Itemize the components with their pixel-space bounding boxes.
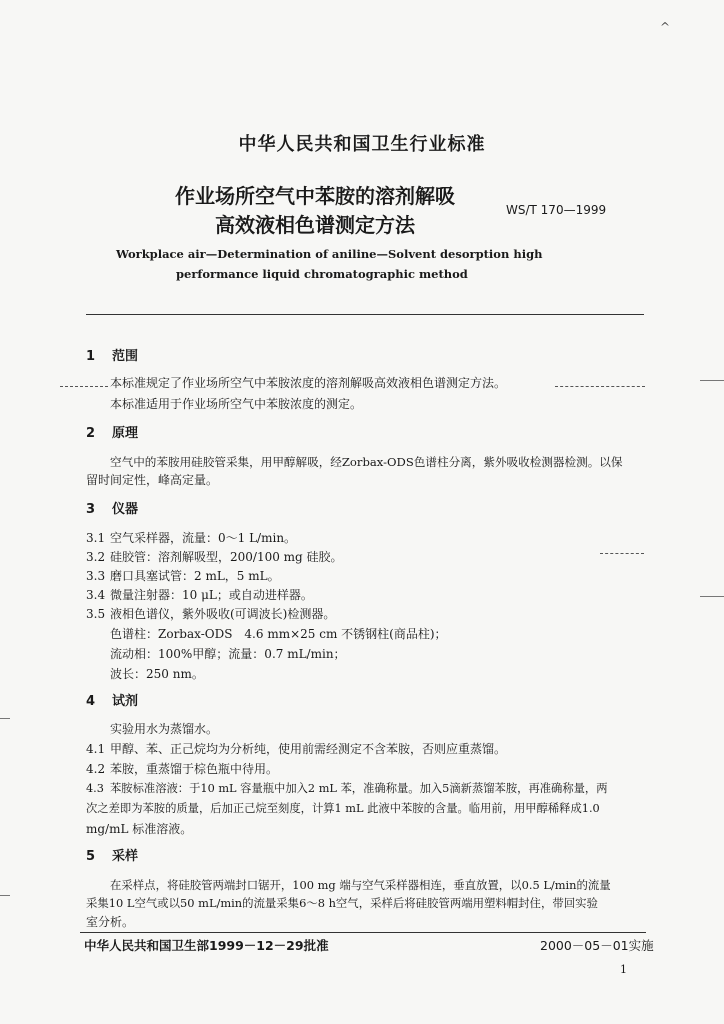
paragraph: 采集10 L空气或以50 mL/min的流量采集6～8 h空气，采样后将硅胶管两端用塑料帽封住，带回实验 <box>86 896 598 910</box>
margin-mark <box>0 895 10 896</box>
organization-heading: 中华人民共和国卫生行业标准 <box>238 134 486 155</box>
list-item: 4.2 苯胺，重蒸馏于棕色瓶中待用。 <box>86 762 279 776</box>
section-number: 2 <box>86 426 96 441</box>
sub-item: 流动相：100%甲醇；流量：0.7 mL/min； <box>110 647 346 661</box>
paragraph: 实验用水为蒸馏水。 <box>110 722 219 736</box>
paragraph: 次之差即为苯胺的质量，后加正己烷至刻度，计算1 mL 此液中苯胺的含量。临用前，用甲醇稀释成1.0 <box>86 802 600 815</box>
list-item: 4.3 苯胺标准溶液：于10 mL 容量瓶中加入2 mL 苯，准确称量。加入5滴新蒸馏苯胺，再准确称量，两 <box>86 782 608 795</box>
paragraph: 在采样点，将硅胶管两端封口锯开，100 mg 端与空气采样器相连，垂直放置，以0.5 L/min的流量 <box>110 878 611 892</box>
english-title-line-1: Workplace air—Determination of aniline—Solvent desorption high <box>116 247 543 261</box>
english-title-line-2: performance liquid chromatographic method <box>176 267 468 281</box>
paragraph: mg/mL 标准溶液。 <box>86 822 193 836</box>
list-item: 3.3 磨口具塞试管：2 mL，5 mL。 <box>86 569 280 583</box>
title-line-2: 高效液相色谱测定方法 <box>215 213 415 237</box>
scan-dash <box>600 553 644 554</box>
paragraph: 本标准规定了作业场所空气中苯胺浓度的溶剂解吸高效液相色谱测定方法。 <box>110 376 507 390</box>
section-title: 仪器 <box>112 502 139 517</box>
section-heading <box>86 845 138 864</box>
section-title: 试剂 <box>112 694 139 709</box>
section-heading <box>86 422 138 441</box>
paragraph: 本标准适用于作业场所空气中苯胺浓度的测定。 <box>110 397 363 411</box>
implementation-line: 2000－05－01实施 <box>540 938 654 953</box>
corner-mark: ^ <box>660 20 671 34</box>
page-number: 1 <box>620 963 627 976</box>
approval-line: 中华人民共和国卫生部1999－12－29批准 <box>84 938 329 953</box>
section-number: 3 <box>86 502 96 517</box>
margin-mark <box>700 596 724 597</box>
scan-dash <box>555 386 645 387</box>
paragraph: 室分析。 <box>86 915 135 929</box>
section-title: 范围 <box>112 349 139 364</box>
margin-mark <box>0 718 10 719</box>
section-number: 1 <box>86 349 96 364</box>
standard-number: WS/T 170—1999 <box>506 203 607 217</box>
list-item: 3.4 微量注射器：10 μL；或自动进样器。 <box>86 588 313 602</box>
section-number: 5 <box>86 849 96 864</box>
section-heading <box>86 345 138 364</box>
list-item: 4.1 甲醇、苯、正己烷均为分析纯，使用前需经测定不含苯胺，否则应重蒸馏。 <box>86 742 507 756</box>
list-item: 3.5 液相色谱仪，紫外吸收(可调波长)检测器。 <box>86 607 336 621</box>
section-number: 4 <box>86 694 96 709</box>
paragraph: 留时间定性，峰高定量。 <box>86 473 219 487</box>
section-heading <box>86 690 138 709</box>
scan-dash <box>60 386 108 387</box>
margin-mark <box>700 380 724 381</box>
list-item: 3.2 硅胶管：溶剂解吸型，200/100 mg 硅胶。 <box>86 550 343 564</box>
section-title: 采样 <box>112 849 139 864</box>
paragraph: 空气中的苯胺用硅胶管采集，用甲醇解吸，经Zorbax-ODS色谱柱分离，紫外吸收检测器检测。以保 <box>110 455 623 469</box>
section-title: 原理 <box>112 426 139 441</box>
footer-rule <box>80 932 646 933</box>
list-item: 3.1 空气采样器，流量：0～1 L/min。 <box>86 531 297 545</box>
header-rule <box>86 314 644 315</box>
sub-item: 色谱柱：Zorbax-ODS 4.6 mm×25 cm 不锈钢柱(商品柱)； <box>110 627 447 641</box>
section-heading <box>86 498 138 517</box>
sub-item: 波长：250 nm。 <box>110 667 204 681</box>
title-line-1: 作业场所空气中苯胺的溶剂解吸 <box>175 184 455 208</box>
